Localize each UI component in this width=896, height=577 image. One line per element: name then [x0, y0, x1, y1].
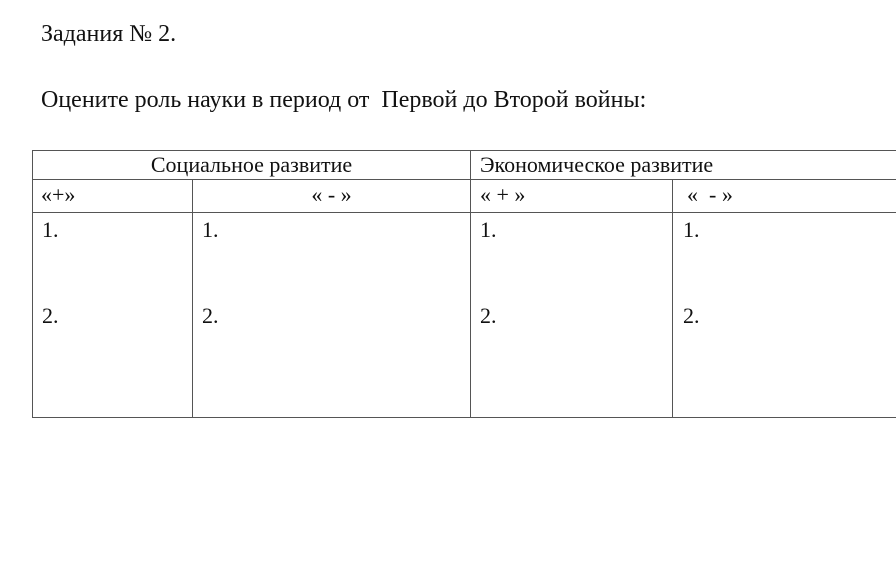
answer-cell-social-plus[interactable]	[33, 213, 193, 418]
answer-cell-economic-minus[interactable]	[673, 213, 896, 418]
list-item-number: 2.	[480, 303, 497, 328]
header-social-development: Социальное развитие	[33, 151, 471, 180]
header-social-minus: « - »	[193, 180, 471, 213]
list-item-number: 2.	[683, 303, 700, 328]
list-item-number: 2.	[42, 303, 59, 328]
header-social-plus: «+»	[33, 180, 193, 213]
answer-cell-social-minus[interactable]	[193, 213, 471, 418]
header-economic-development: Экономическое развитие	[471, 151, 896, 180]
list-item-number: 1.	[202, 217, 219, 242]
answer-table	[32, 150, 896, 418]
sign-header-row	[33, 180, 896, 213]
list-item-number: 1.	[683, 217, 700, 242]
header-economic-minus: « - »	[673, 180, 896, 213]
group-header-row	[33, 151, 896, 180]
list-item-number: 1.	[480, 217, 497, 242]
task-heading: Задания № 2.	[41, 21, 177, 47]
task-question: Оцените роль науки в период от Первой до Второй войны:	[41, 87, 647, 113]
answer-row	[33, 213, 896, 418]
header-economic-plus: « + »	[471, 180, 673, 213]
list-item-number: 1.	[42, 217, 59, 242]
answer-cell-economic-plus[interactable]	[471, 213, 673, 418]
list-item-number: 2.	[202, 303, 219, 328]
